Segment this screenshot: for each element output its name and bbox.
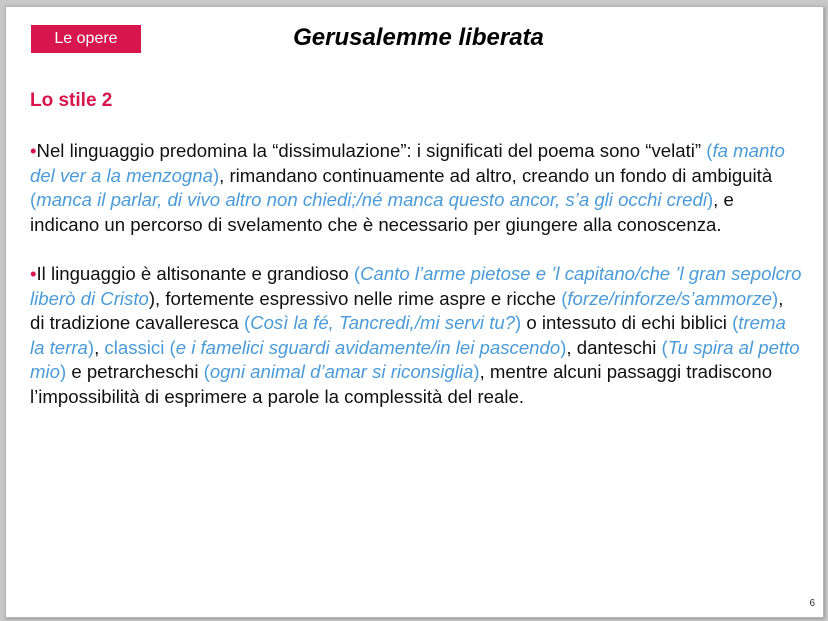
paren-close: )	[706, 189, 714, 211]
paren-close: )	[87, 336, 95, 358]
paren-close: )	[148, 287, 156, 309]
slide-title: Gerusalemme liberata	[293, 24, 544, 51]
text-run: e petrarcheschi	[66, 361, 204, 383]
quotation: trema la terra	[30, 312, 786, 358]
quotation: e i famelici sguardi avidamente/in lei pascendo	[175, 336, 561, 358]
paren-close: )	[212, 164, 220, 186]
text-run: , di tradizione cavalleresca	[30, 287, 784, 334]
text-run: , danteschi	[566, 336, 662, 358]
text-run: Il linguaggio è altisonante e grandioso	[36, 262, 354, 284]
paren-open: (	[164, 336, 176, 358]
word-classici: classici	[104, 336, 165, 358]
quotation: forze/rinforze/s’ammorze	[567, 287, 772, 309]
paren-open: (	[353, 262, 361, 284]
paren-close: )	[771, 287, 779, 309]
section-tag: Le opere	[31, 25, 141, 53]
paren-open: (	[30, 189, 37, 211]
paren-open: (	[243, 312, 251, 334]
paren-close: )	[560, 336, 567, 358]
text-run: ,	[94, 336, 105, 358]
quotation: Tu spira al petto mio	[30, 336, 800, 383]
quotation: ogni animal d’amar si riconsiglia	[209, 361, 474, 383]
text-run: , mentre alcuni passaggi tradiscono l’impossibilità di esprimere a parole la complessità del reale.	[30, 361, 773, 407]
body-text	[30, 139, 802, 434]
paren-open: (	[203, 361, 210, 383]
text-run: , e indicano un percorso di svelamento che è necessario per giungere alla conoscenza.	[30, 189, 734, 235]
paren-open: (	[706, 140, 713, 161]
text-run: , rimandano continuamente ad altro, creando un fondo di ambiguità	[219, 164, 773, 186]
slide-subtitle: Lo stile 2	[30, 90, 113, 111]
paren-close: )	[515, 312, 522, 334]
paren-close: )	[59, 361, 67, 383]
paragraph-dissimulazione	[30, 139, 802, 237]
paren-open: (	[561, 287, 568, 309]
page-number: 6	[809, 598, 815, 609]
bullet-icon: •	[30, 140, 37, 161]
quotation: Così la fé, Tancredi,/mi servi tu?	[250, 312, 516, 334]
quotation: fa manto del ver a la menzogna	[30, 140, 785, 186]
bullet-icon: •	[30, 262, 37, 284]
paren-open: (	[732, 312, 739, 334]
slide	[5, 6, 824, 618]
text-run: Nel linguaggio predomina la “dissimulazione”: i significati del poema sono “velati”	[36, 140, 707, 161]
paragraph-linguaggio	[30, 262, 802, 410]
text-run: , fortemente espressivo nelle rime aspre e ricche	[155, 287, 562, 309]
paren-open: (	[661, 336, 668, 358]
quotation: manca il parlar, di vivo altro non chiedi;/né manca questo ancor, s’a gli occhi credi	[36, 189, 707, 211]
text-run: o intessuto di echi biblici	[521, 312, 733, 334]
paren-close: )	[473, 361, 480, 383]
quotation: Canto l’arme pietose e ’l capitano/che ’l gran sepolcro liberò di Cristo	[30, 262, 802, 309]
